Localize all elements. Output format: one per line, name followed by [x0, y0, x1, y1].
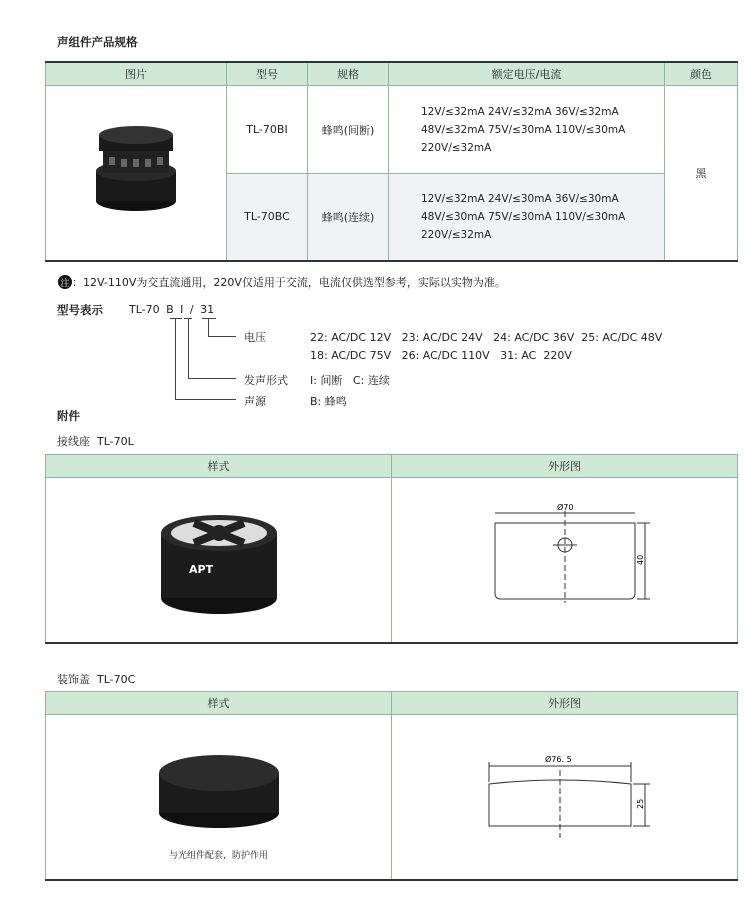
svg-text:40: 40 [635, 555, 645, 566]
svg-text:Ø76. 5: Ø76. 5 [544, 755, 572, 765]
spec-cell: 蜂鸣(间断) [308, 86, 389, 174]
cover-caption: 与光组件配套，防护作用 [168, 850, 268, 861]
form-label: 发声形式 [244, 374, 288, 387]
color-cell: 黑 [665, 86, 738, 261]
col-header: 样式 [46, 692, 392, 715]
cover-title: 装饰盖 TL-70C [57, 673, 136, 686]
source-label: 声源 [244, 395, 266, 408]
col-header: 型号 [227, 62, 308, 86]
spec-table [45, 61, 738, 262]
col-header: 样式 [46, 455, 392, 478]
spec-cell: 蜂鸣(连续) [308, 174, 389, 261]
model-cell: TL-70BC [227, 174, 308, 261]
base-table [45, 454, 738, 644]
col-header: 额定电压/电流 [389, 62, 665, 86]
model-code: TL-70 B I / 31 [129, 303, 215, 316]
base-title: 接线座 TL-70L [57, 435, 134, 448]
voltage-cell: 12V/≤32mA 24V/≤32mA 36V/≤32mA 48V/≤32mA 75V/≤30mA 110V/≤30mA 220V/≤32mA [389, 86, 665, 174]
cover-image [46, 715, 392, 880]
svg-text:Ø70: Ø70 [556, 503, 573, 513]
col-header: 颜色 [665, 62, 738, 86]
product-image [46, 86, 227, 261]
source-value: B: 蜂鸣 [310, 395, 347, 408]
col-header: 外形图 [392, 692, 738, 715]
note [58, 274, 506, 290]
voltage-cell: 12V/≤32mA 24V/≤30mA 36V/≤30mA 48V/≤30mA 75V/≤30mA 110V/≤30mA 220V/≤32mA [389, 174, 665, 261]
cover-table [45, 691, 738, 881]
accessories-title: 附件 [57, 409, 80, 423]
col-header: 规格 [308, 62, 389, 86]
form-value: I: 间断 C: 连续 [310, 374, 390, 387]
note-icon: 注 [58, 275, 72, 289]
base-drawing [392, 478, 738, 643]
cover-drawing [392, 715, 738, 880]
voltage-label: 电压 [244, 331, 266, 344]
svg-text:25: 25 [635, 799, 645, 810]
base-image [46, 478, 392, 643]
model-code-label: 型号表示 [57, 303, 103, 317]
svg-text:APT: APT [188, 563, 213, 577]
col-header: 外形图 [392, 455, 738, 478]
note-text: ：12V-110V为交直流通用，220V仅适用于交流，电流仅供选型参考，实际以实物为准。 [72, 276, 506, 289]
col-header: 图片 [46, 62, 227, 86]
page-title: 声组件产品规格 [57, 35, 138, 49]
voltage-codes: 22: AC/DC 12V 23: AC/DC 24V 24: AC/DC 36V 25: AC/DC 48V 18: AC/DC 75V 26: AC/DC 110V 31: AC 220V [310, 331, 663, 362]
model-cell: TL-70BI [227, 86, 308, 174]
table-row [46, 86, 738, 174]
